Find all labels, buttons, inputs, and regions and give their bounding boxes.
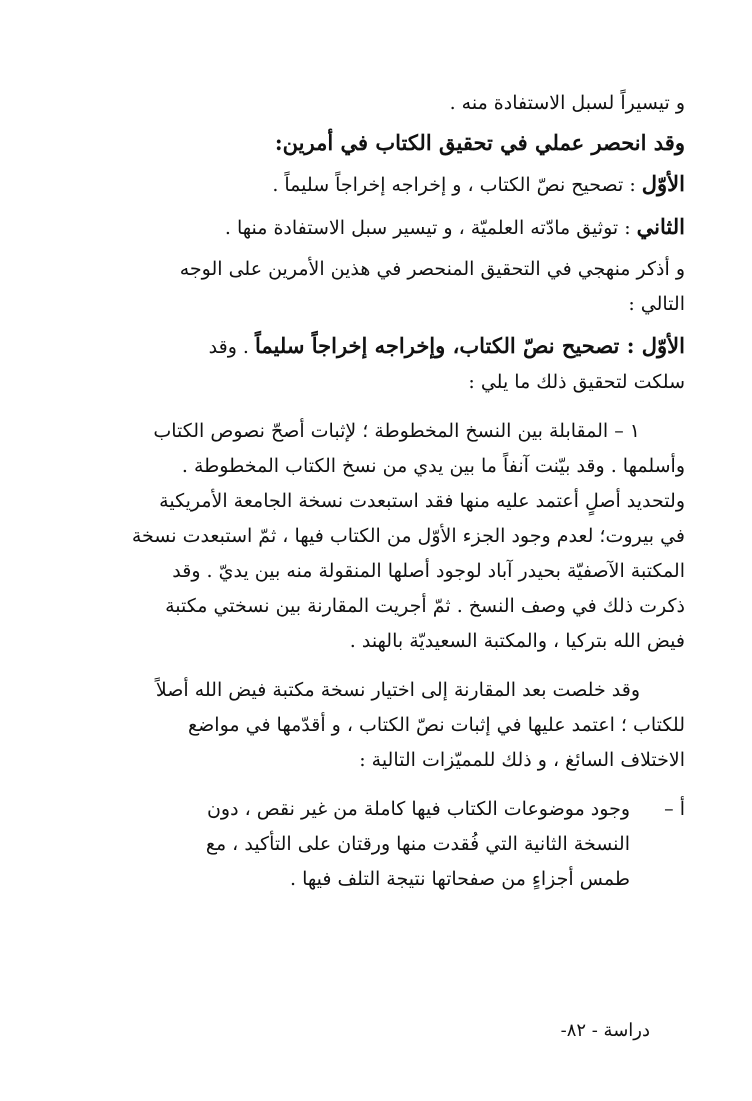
list-item-a-marker: أ – xyxy=(664,798,685,820)
paragraph-1-line-1: ١ – المقابلة بين النسخ المخطوطة ؛ لإثبات أصحّ نصوص الكتاب xyxy=(153,420,640,442)
point-first-label: الأوّل xyxy=(641,171,685,196)
paragraph-1-line-3: ولتحديد أصلٍ أعتمد عليه منها فقد استبعدت نسخة الجامعة الأمريكية xyxy=(159,490,685,512)
point-second-text: : توثيق مادّته العلميّة ، و تيسير سبل الاستفادة منها . xyxy=(224,217,637,239)
paragraph-1-line-5: المكتبة الآصفيّة بحيدر آباد لوجود أصلها المنقولة منه بين يديّ . وقد xyxy=(172,560,685,582)
subsection-label: الأوّل xyxy=(641,333,685,358)
paragraph-2-line-1: وقد خلصت بعد المقارنة إلى اختيار نسخة مكتبة فيض الله أصلاً xyxy=(155,679,640,701)
point-second xyxy=(95,209,685,246)
subsection-tail: . وقد xyxy=(208,336,255,358)
paragraph-2 xyxy=(95,673,685,778)
document-page xyxy=(95,86,685,1046)
paragraph-1 xyxy=(95,414,685,659)
point-first xyxy=(95,166,685,203)
paragraph-2-line-3: الاختلاف السائغ ، و ذلك للمميّزات التالية : xyxy=(359,749,685,771)
list-item-a-line-2: النسخة الثانية التي فُقدت منها ورقتان على التأكيد ، مع xyxy=(205,833,630,855)
paragraph-1-line-6: ذكرت ذلك في وصف النسخ . ثمّ أجريت المقارنة بين نسختي مكتبة xyxy=(165,595,685,617)
paragraph-2-line-2: للكتاب ؛ اعتمد عليها في إثبات نصّ الكتاب ، و أقدّمها في مواضع xyxy=(188,714,685,736)
point-first-text: : تصحيح نصّ الكتاب ، و إخراجه إخراجاً سليماً . xyxy=(272,174,642,196)
subsection-heading xyxy=(95,328,685,365)
paragraph-1-line-7: فيض الله بتركيا ، والمكتبة السعيديّة بالهند . xyxy=(349,630,685,652)
paragraph-1-line-2: وأسلمها . وقد بيّنت آنفاً ما بين يدي من نسخ الكتاب المخطوطة . xyxy=(181,455,685,477)
page-folio: دراسة - ٨٢- xyxy=(560,1020,650,1041)
list-item-a-line-1: وجود موضوعات الكتاب فيها كاملة من غير نقص ، دون xyxy=(206,798,630,820)
paragraph-1-line-4: في بيروت؛ لعدم وجود الجزء الأوّل من الكتاب فيها ، ثمّ استبعدت نسخة xyxy=(131,525,685,547)
subsection-title: : تصحيح نصّ الكتاب، وإخراجه إخراجاً سليماً xyxy=(255,333,642,358)
list-item-a-line-3: طمس أجزاءٍ من صفحاتها نتيجة التلف فيها . xyxy=(290,868,630,890)
text-line-6: التالي : xyxy=(628,293,685,315)
list-item-a xyxy=(95,792,685,897)
text-line-8: سلكت لتحقيق ذلك ما يلي : xyxy=(468,371,685,393)
text-line-5: و أذكر منهجي في التحقيق المنحصر في هذين الأمرين على الوجه xyxy=(179,258,685,280)
point-second-label: الثاني xyxy=(636,214,685,239)
section-heading: وقد انحصر عملي في تحقيق الكتاب في أمرين: xyxy=(274,130,685,155)
text-line-1: و تيسيراً لسبل الاستفادة منه . xyxy=(449,92,685,114)
